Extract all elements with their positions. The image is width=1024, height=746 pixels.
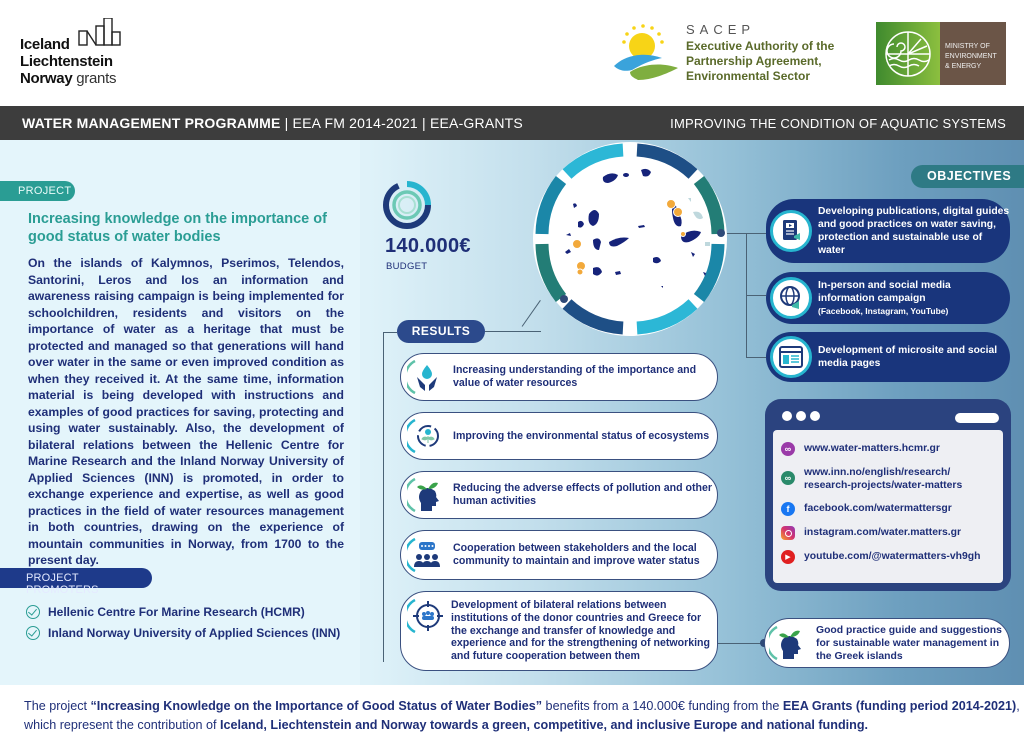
connector-dot — [717, 229, 725, 237]
head-leaf-icon — [407, 475, 447, 515]
community-chat-icon — [407, 535, 447, 575]
connector-line — [746, 357, 766, 358]
project-description: On the islands of Kalymnos, Pserimos, Telendos, Santorini, Leros and Ios an information and awareness raising campaign is being implemented for schoolchildren, residents and visitors on the importance of water as a heritage that must be protected and managed so that generations will hand over water in the same or even improved condition as when they received it. At the same time, information material is being developed with instructions and examples of good practices for saving, protecting and using water sustainably. Also, the development of bilateral relations between the Hellenic Centre for Marine Research and the Inland Norway University of Applied Sciences (INN) is promoted, in order to exchange experience and expertise, as well as good practices in the field of water resources management in both countries, drawing on the experience of mountain communities in Norway, from 1700 to the present day. — [28, 256, 344, 567]
eco-cycle-icon — [407, 416, 447, 456]
instagram-icon — [781, 526, 795, 540]
eea-grants-text: Iceland Liechtenstein Norway grants — [20, 36, 117, 87]
water-hands-icon — [407, 357, 447, 397]
promoter-item: Hellenic Centre For Marine Research (HCMR) — [26, 601, 340, 622]
website-icon — [770, 336, 812, 378]
result-item: Reducing the adverse effects of pollution and other human activities — [400, 471, 718, 519]
promoters-list — [26, 601, 340, 643]
eea-grants-logo — [20, 18, 116, 87]
facebook-icon: f — [781, 502, 795, 516]
connector-line — [383, 332, 397, 333]
sacep-logo: SACEP Executive Authority of the Partnership Agreement, Environmental Sector — [612, 22, 852, 86]
address-bar — [955, 413, 999, 423]
objectives-pill: OBJECTIVES — [911, 165, 1024, 188]
budget-coin-icon — [382, 180, 432, 230]
result-item: Cooperation between stakeholders and the local community to maintain and improve water status — [400, 530, 718, 580]
infographic-main — [0, 140, 1024, 685]
check-circle-icon — [26, 626, 40, 640]
project-pill: PROJECT — [0, 181, 75, 201]
promoters-pill: PROJECT PROMOTERS — [0, 568, 152, 588]
result-item: Development of bilateral relations between institutions of the donor countries and Greece for the exchange and transfer of knowledge and experience and for the strengthening of networking and future cooperation between them — [400, 591, 718, 671]
budget-label: BUDGET — [386, 261, 428, 272]
connector-line — [718, 643, 766, 644]
connector-line — [485, 331, 541, 332]
good-practice-output: Good practice guide and suggestions for sustainable water management in the Greek islands — [764, 618, 1010, 668]
link-item-instagram[interactable]: instagram.com/water.matters.gr — [781, 526, 1003, 540]
connector-line — [727, 233, 767, 234]
link-item-hcmr[interactable]: ∞ www.water-matters.hcmr.gr — [781, 442, 1003, 456]
link-icon: ∞ — [781, 442, 795, 456]
islands-map — [533, 142, 727, 336]
link-item-inn[interactable]: ∞ www.inn.no/english/research/ research-projects/water-matters — [781, 466, 1003, 492]
results-pill: RESULTS — [397, 320, 485, 343]
programme-title: WATER MANAGEMENT PROGRAMME | EEA FM 2014-2021 | EEA-GRANTS — [22, 115, 523, 131]
globe-megaphone-icon — [770, 277, 812, 319]
head-leaf-icon — [769, 623, 809, 663]
connector-dot — [560, 295, 568, 303]
result-item: Improving the environmental status of ecosystems — [400, 412, 718, 460]
links-list — [773, 430, 1003, 583]
link-icon: ∞ — [781, 471, 795, 485]
programme-title-bar — [0, 106, 1024, 140]
window-dots-icon — [782, 411, 820, 421]
check-circle-icon — [26, 605, 40, 619]
ministry-label: MINISTRY OF ENVIRONMENT & ENERGY — [940, 22, 1006, 85]
result-item: Increasing understanding of the importance and value of water resources — [400, 353, 718, 401]
links-browser-panel — [765, 399, 1011, 591]
document-video-icon — [770, 210, 812, 252]
ministry-logo — [876, 22, 1006, 85]
sun-sea-emblem-icon — [883, 29, 933, 79]
objective-item: In-person and social media information campaign (Facebook, Instagram, YouTube) — [766, 272, 1010, 324]
budget-value: 140.000€ — [385, 235, 471, 257]
ministry-emblem — [876, 22, 940, 85]
sun-hands-icon — [612, 24, 680, 84]
eea-grants-mark-icon — [78, 18, 138, 46]
objective-item: Development of microsite and social media pages — [766, 332, 1010, 382]
logo-header — [0, 0, 1024, 104]
connector-line — [383, 332, 384, 662]
link-item-youtube[interactable]: ▶ youtube.com/@watermatters-vh9gh — [781, 550, 1003, 564]
youtube-icon: ▶ — [781, 550, 795, 564]
connector-line — [746, 295, 766, 296]
funding-footer: The project “Increasing Knowledge on the Importance of Good Status of Water Bodies” benefits from a 140.000€ funding from the EEA Grants (funding period 2014-2021), which represent the contribution of Iceland, Liechtenstein and Norway towards a green, competitive, and inclusive Europe and national funding. — [0, 685, 1024, 746]
programme-subtitle: IMPROVING THE CONDITION OF AQUATIC SYSTEMS — [670, 115, 1006, 131]
link-item-facebook[interactable]: f facebook.com/watermattersgr — [781, 502, 1003, 516]
project-title: Increasing knowledge on the importance of good status of water bodies — [28, 211, 327, 245]
target-group-icon — [407, 596, 447, 636]
promoter-item: Inland Norway University of Applied Sciences (INN) — [26, 622, 340, 643]
objective-item: Developing publications, digital guides and good practices on water saving, protection and sustainable use of water — [766, 199, 1010, 263]
